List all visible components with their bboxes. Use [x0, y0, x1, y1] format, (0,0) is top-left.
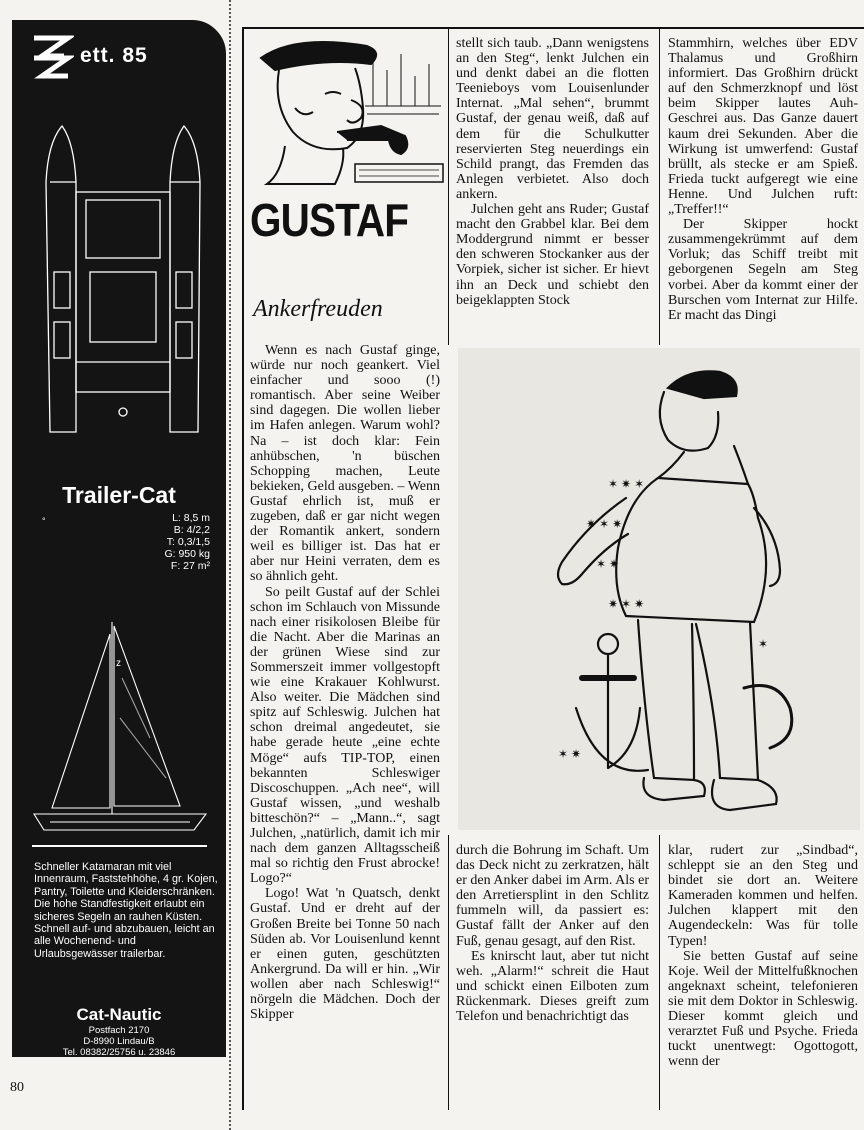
ad-desc-para: Die hohe Standfestigkeit erlaubt ein sicheres Segeln an rauhen Küsten. [34, 898, 205, 923]
svg-text:✶: ✶ [758, 637, 769, 651]
article-top-rule [242, 27, 864, 29]
page-gutter [229, 0, 231, 1130]
paragraph: Der Skipper hockt zusammengekrümmt auf dem Vorluk; das Schiff treibt mit geborgenen Segeln am Steg vorbei. Aber da kommt einer der Burschen vom Internat zur Hilfe. Er macht das Dingi [668, 217, 858, 323]
ad-divider [32, 845, 207, 847]
svg-text:✷ ✶ ✷: ✷ ✶ ✷ [608, 597, 645, 611]
svg-text:z: z [116, 658, 121, 669]
ad-address-line: Tel. 08382/25756 u. 23846 [62, 1047, 176, 1057]
paragraph: Es knirscht laut, aber tut nicht weh. „Alarm!“ schreit die Haut und schickt einen Eilboten zum Rückenmark. Dieses greift zum Telefon und benachrichtigt das [456, 948, 649, 1025]
ad-model-name: Trailer-Cat [62, 482, 176, 508]
column-rule [448, 835, 449, 1110]
paragraph: Sie betten Gustaf auf seine Koje. Weil der Mittelfußknochen angeknaxt scheint, telefonieren sie mit dem Doktor in Schleswig. Dieser kommt gleich und verarztet Fuß und Psyche. Frieda tuckt unentwegt: Ogottogott, wenn der [668, 948, 858, 1070]
article-left-rule [242, 27, 244, 1110]
spec-sail-area: F: 27 m² [170, 560, 210, 572]
catamaran-sail-plan-illustration [30, 618, 210, 843]
article-column-4 [456, 843, 649, 1024]
anchor-on-foot-cartoon [458, 348, 860, 830]
article-headline: Ankerfreuden [253, 296, 383, 322]
z-logo-icon [30, 32, 74, 82]
column-rule [659, 835, 660, 1110]
paragraph: stellt sich taub. „Dann wenigstens an den Steg“, lenkt Julchen ein und denkt dabei an die flotten Teenieboys vom Louisenlunder Internat. „Mal sehen“, brummt Gustaf, der genau weiß, daß auf dem für die Schulkutter reservierten Steg neuerdings ein Schild prangt, das Fremden das Anlegen verbietet. Also doch ankern. [456, 36, 649, 202]
article-column-5 [668, 843, 858, 1069]
column-name: GUSTAF [250, 194, 409, 246]
catamaran-deck-plan-illustration [30, 122, 215, 442]
column-rule [448, 29, 449, 345]
page-number: 80 [10, 1080, 24, 1095]
paragraph: Stammhirn, welches über EDV Thalamus und Großhirn informiert. Das Großhirn drückt auf den Schmerzknopf und löst beim Skipper lautes Auh-Geschrei aus. Das Ganze dauert kaum drei Sekunden. Aber die Wirkung ist umwerfend: Gustaf brüllt, als stecke er am Spieß. Frieda tuckt aufgeregt wie eine Henne. Und Julchen ruft: „Treffer!!“ [668, 36, 858, 218]
spec-beam: B: 4/2,2 [173, 524, 210, 536]
article-column-2 [456, 36, 649, 308]
article-column-1 [250, 343, 440, 1022]
paragraph: durch die Bohrung im Schaft. Um das Deck nicht zu zerkratzen, hält er den Anker dabei im Arm. Als er den Arretiersplint in den Schlitz fummeln will, da passiert es: Gustaf fällt der Anker auf den Fuß, genau gesagt, auf den Rist. [456, 843, 649, 949]
ad-description [34, 861, 218, 960]
catamaran-advertisement [12, 20, 226, 1057]
ad-logo-text: ett. 85 [80, 44, 148, 67]
svg-text:✶ ✷: ✶ ✷ [596, 557, 620, 571]
ad-bullet: ° [42, 516, 46, 526]
svg-text:✷ ✶ ✷: ✷ ✶ ✷ [586, 517, 623, 531]
paragraph: So peilt Gustaf auf der Schlei schon im Schlauch von Missunde nach einer risikolosen Bleibe für die Nacht. Aber die Marinas an der grünen Wiese sind zur Sommerszeit immer vollgestopft wie eine Krakauer Kohlwurst. Also weiter. Die Mädchen sind spitz auf Schleswig. Julchen hat schon dreimal angedeutet, sie habe gerade heute „eine echte Möge“ aufs TIP-TOP, einen bekannten Schleswiger Discoschuppen. „Ach nee“, will Gustaf wissen, „und weshalb bitteschön?“ – „Mann..“, sagt Julchen, „natürlich, damit ich mir nach dem ganzen Alltagsscheiß mal so richtig den Frust abrocke! Logo?“ [250, 584, 440, 887]
paragraph: Julchen geht ans Ruder; Gustaf macht den Grabbel klar. Bei dem Moddergrund nimmt er besser den schweren Stockanker aus der Vorpiek, sicher ist sicher. Er hievt ihn an Deck und schiebt den beigeklappten Stock [456, 202, 649, 308]
paragraph: Logo! Wat 'n Quatsch, denkt Gustaf. Und er dreht auf der Großen Breite bei Tonne 50 nach Süden ab. Vor Louisenlund kennt er einen guten, geschützten Ankergrund. Da will er hin. „Wir wollen aber nach Schleswig!“ nörgeln die Mädchen. Doch der Skipper [250, 886, 440, 1023]
spec-weight: G: 950 kg [164, 548, 210, 560]
spec-length: L: 8,5 m [172, 512, 210, 524]
ad-brand: Cat-Nautic [76, 1005, 162, 1024]
column-rule [659, 29, 660, 345]
ad-address-line: D-8990 Lindau/B [83, 1036, 155, 1047]
ad-specs [110, 512, 210, 572]
article-column-3 [668, 36, 858, 323]
spec-draft: T: 0,3/1,5 [166, 536, 210, 548]
paragraph: Wenn es nach Gustaf ginge, würde nur noch geankert. Viel einfacher und sooo (!) romantisch. Aber seine Weiber sind dagegen. Die wollen lieber im Hafen anlegen. Warum wohl? Na – ist doch klar: Fein anhübschen, 'n büschen Schopping machen, Leute bekieken, Geld ausgeben. – Wenn Gustaf ehrlich ist, muß er zugeben, daß er gar nicht wegen der Romantik ankert, sondern weil es billiger ist. Das hat er aber nur Heini verraten, dem es so ähnlich geht. [250, 343, 440, 585]
ad-desc-para: Schnell auf- und abzubauen, leicht an alle Wochenend- und Urlaubsgewässer trailerbar. [34, 923, 215, 960]
ad-desc-para: Schneller Katamaran mit viel Innenraum, Faststehhöhe, 4 gr. Kojen, Pantry, Toilette und Kleiderschränken. [34, 861, 218, 898]
paragraph: klar, rudert zur „Sindbad“, schleppt sie an den Steg und bindet sie dort an. Weitere Kameraden kommen und helfen. Julchen klappert mit den Augendeckeln: Was für tolle Typen! [668, 843, 858, 949]
svg-text:✶ ✷ ✶: ✶ ✷ ✶ [608, 477, 645, 491]
ad-address [14, 1025, 224, 1057]
ad-address-line: Postfach 2170 [88, 1025, 150, 1036]
sailor-pipe-illustration [255, 36, 445, 186]
svg-text:✶ ✷: ✶ ✷ [558, 747, 582, 761]
